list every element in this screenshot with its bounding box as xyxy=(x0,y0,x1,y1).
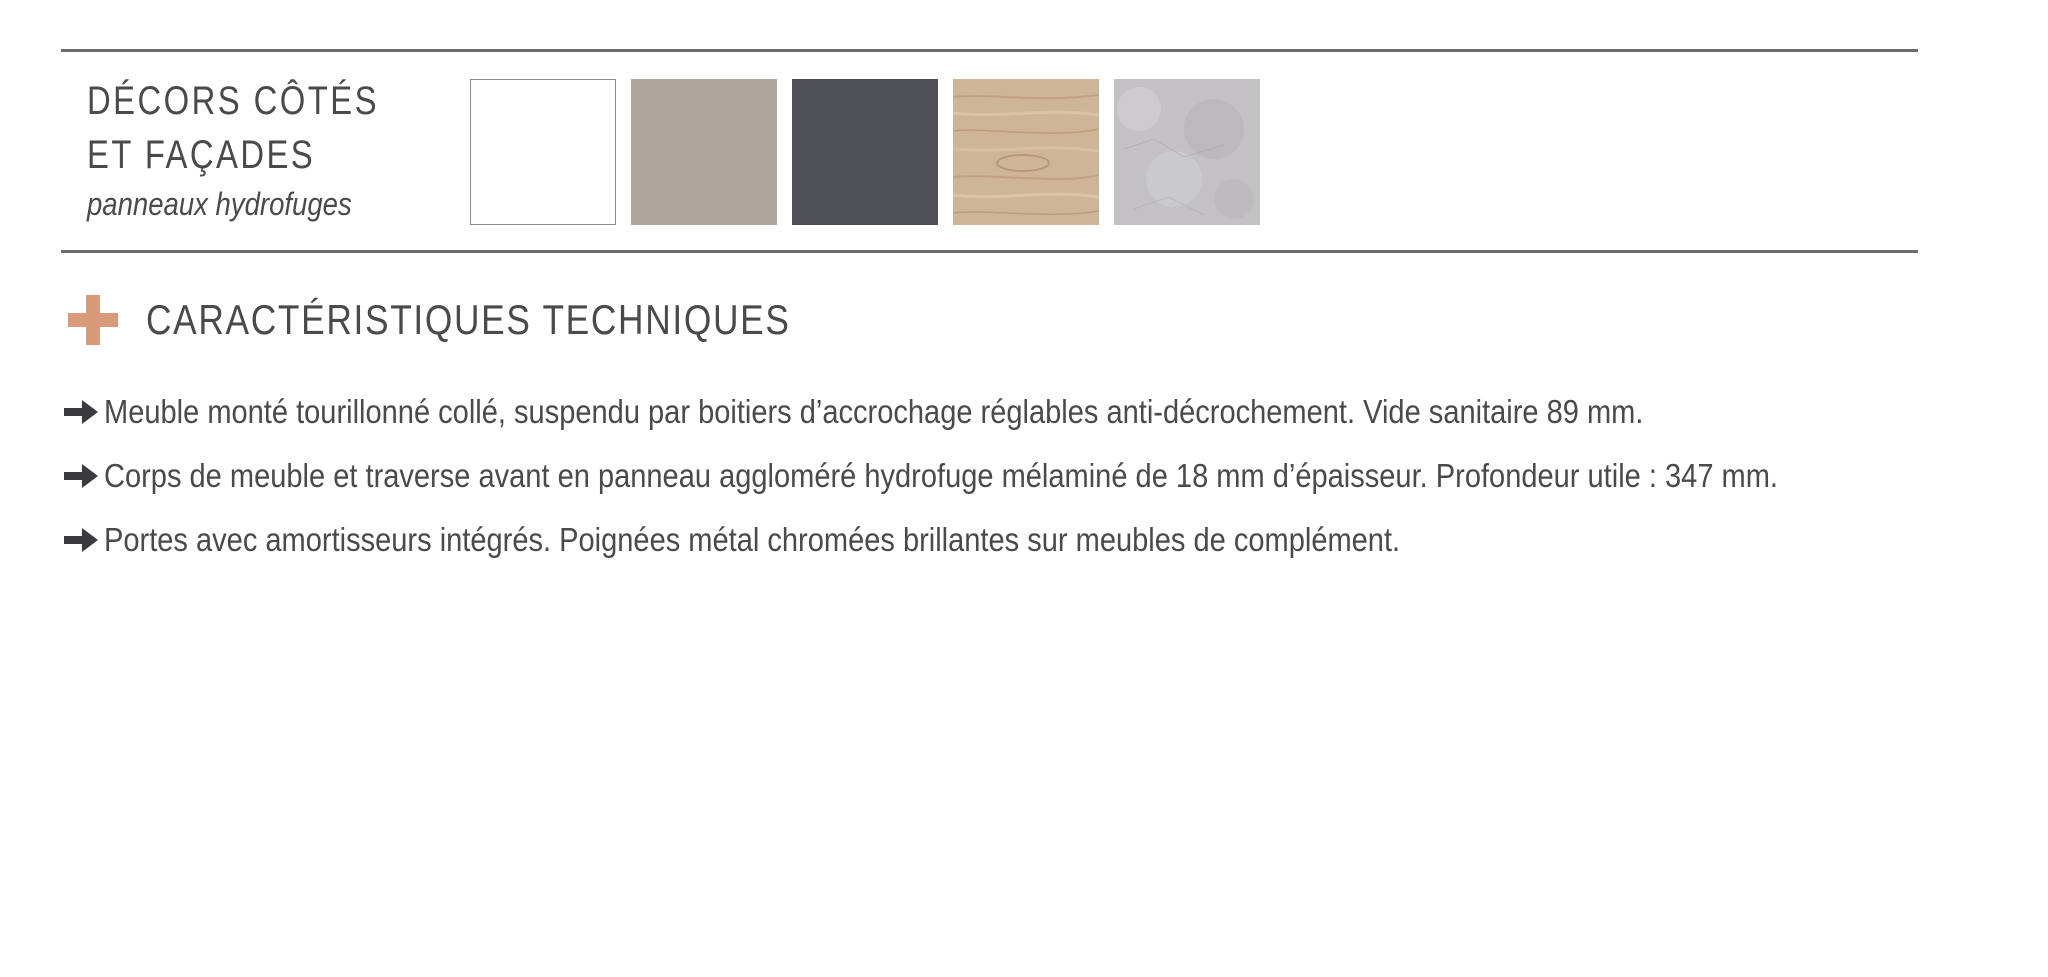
list-item-text: Meuble monté tourillonné collé, suspendu par boitiers d’accrochage réglables anti-décrochement. Vide sanitaire 89 mm. xyxy=(104,393,1644,430)
list-item xyxy=(62,508,2022,572)
decors-heading-line1: DÉCORS CÔTÉS xyxy=(87,79,379,123)
swatch-white xyxy=(470,79,616,225)
bottom-divider xyxy=(61,250,1918,253)
swatch-anthracite xyxy=(792,79,938,225)
swatch-concrete xyxy=(1114,79,1260,225)
plus-icon xyxy=(68,295,118,345)
top-divider xyxy=(61,49,1918,52)
arrow-right-icon xyxy=(62,525,100,555)
technical-title: CARACTÉRISTIQUES TECHNIQUES xyxy=(146,296,791,343)
list-item-text: Corps de meuble et traverse avant en panneau aggloméré hydrofuge mélaminé de 18 mm d’épaisseur. Profondeur utile : 347 mm. xyxy=(104,457,1778,494)
decors-heading-line2: ET FAÇADES xyxy=(87,133,316,177)
list-item xyxy=(62,444,2022,508)
arrow-right-icon xyxy=(62,397,100,427)
swatch-taupe xyxy=(631,79,777,225)
arrow-right-icon xyxy=(62,461,100,491)
decors-title-block xyxy=(87,74,467,224)
list-item xyxy=(62,380,2022,444)
swatch-oak xyxy=(953,79,1099,225)
technical-header xyxy=(68,290,913,350)
decors-subtitle: panneaux hydrofuges xyxy=(87,186,352,222)
list-item-text: Portes avec amortisseurs intégrés. Poignées métal chromées brillantes sur meubles de complément. xyxy=(104,521,1401,558)
technical-list xyxy=(62,380,2022,572)
